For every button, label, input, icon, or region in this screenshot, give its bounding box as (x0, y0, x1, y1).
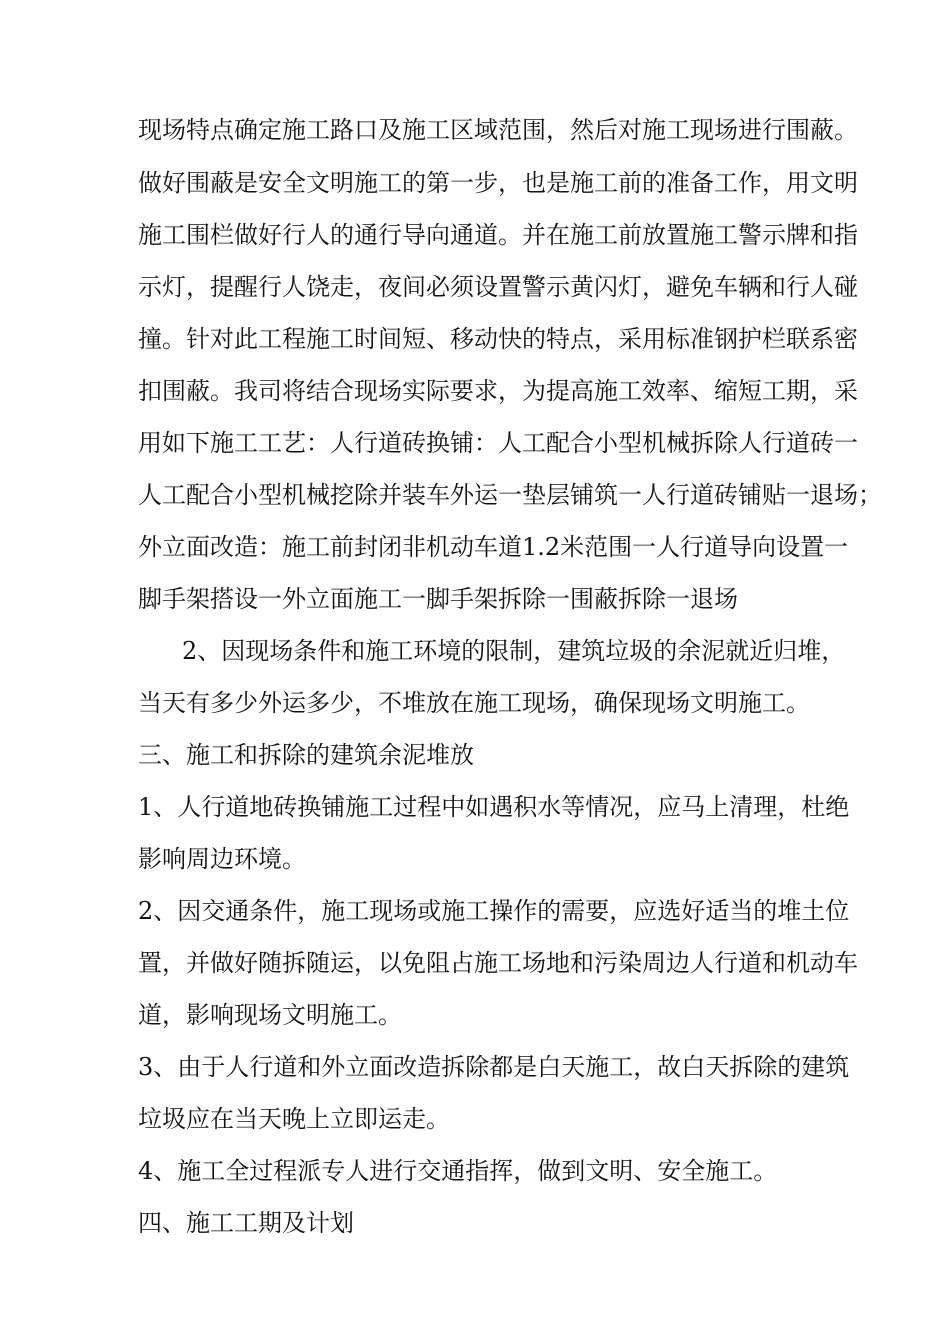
text-line: 扣围蔽。我司将结合现场实际要求，为提高施工效率、缩短工期，采 (138, 377, 858, 405)
text-line: 做好围蔽是安全文明施工的第一步，也是施工前的准备工作，用文明 (138, 169, 858, 197)
text-line: 脚手架搭设一外立面施工一脚手架拆除一围蔽拆除一退场 (138, 585, 738, 613)
text-line: 人工配合小型机械挖除并装车外运一垫层铺筑一人行道砖铺贴一退场； (138, 481, 882, 509)
text-line: 3、由于人行道和外立面改造拆除都是白天施工，故白天拆除的建筑 (138, 1053, 850, 1081)
text-line: 垃圾应在当天晚上立即运走。 (138, 1105, 450, 1133)
text-line: 施工围栏做好行人的通行导向通道。并在施工前放置施工警示牌和指 (138, 221, 858, 249)
text-line: 现场特点确定施工路口及施工区域范围，然后对施工现场进行围蔽。 (138, 116, 858, 144)
text-line: 用如下施工工艺：人行道砖换铺：人工配合小型机械拆除人行道砖一 (138, 429, 858, 457)
paragraph-start-line: 2、因现场条件和施工环境的限制，建筑垃圾的余泥就近归堆， (182, 637, 846, 665)
text-line: 2、因交通条件，施工现场或施工操作的需要，应选好适当的堆土位 (138, 897, 850, 925)
section-heading: 四、施工工期及计划 (138, 1209, 354, 1237)
section-heading: 三、施工和拆除的建筑余泥堆放 (138, 741, 474, 769)
text-line: 影响周边环境。 (138, 845, 306, 873)
text-line: 道，影响现场文明施工。 (138, 1001, 402, 1029)
text-line: 撞。针对此工程施工时间短、移动快的特点，采用标准钢护栏联系密 (138, 325, 858, 353)
text-line: 示灯，提醒行人饶走，夜间必须设置警示黄闪灯，避免车辆和行人碰 (138, 273, 858, 301)
text-line: 1、人行道地砖换铺施工过程中如遇积水等情况，应马上清理，杜绝 (138, 793, 850, 821)
text-line: 当天有多少外运多少，不堆放在施工现场，确保现场文明施工。 (138, 689, 810, 717)
text-line: 4、施工全过程派专人进行交通指挥，做到文明、安全施工。 (138, 1157, 778, 1185)
text-line: 外立面改造：施工前封闭非机动车道1.2米范围一人行道导向设置一 (138, 533, 849, 561)
text-line: 置，并做好随拆随运，以免阻占施工场地和污染周边人行道和机动车 (138, 949, 858, 977)
